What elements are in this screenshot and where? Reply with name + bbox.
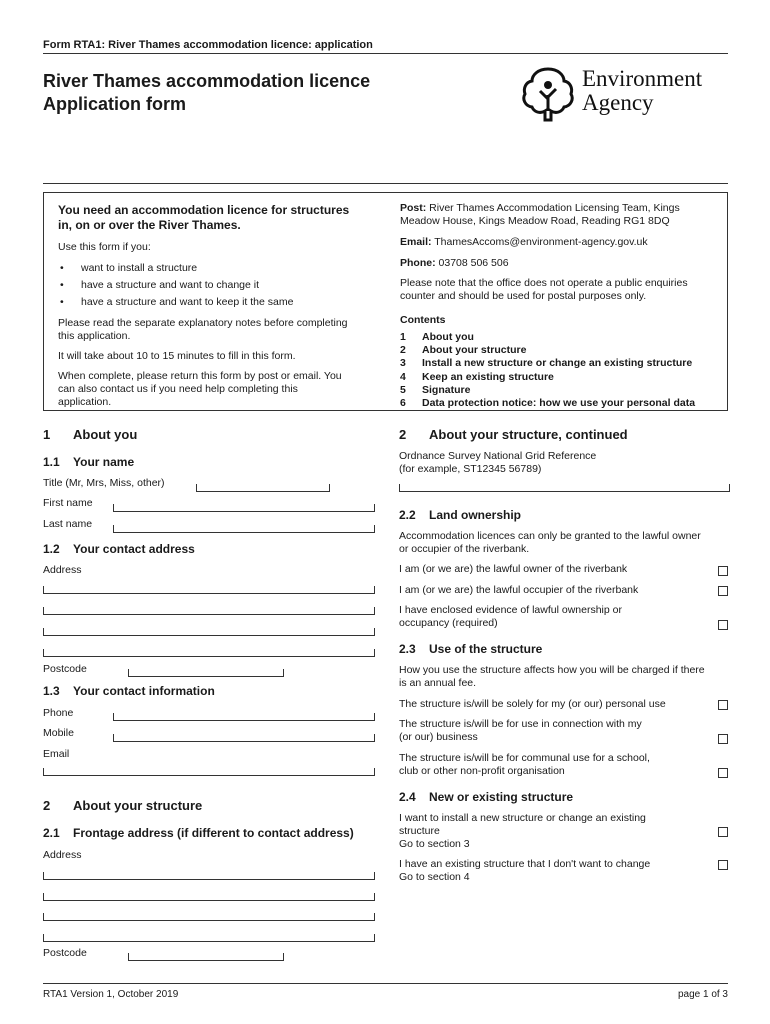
contents-item: 5 Signature [400, 384, 471, 396]
frontage-address-field[interactable] [43, 934, 375, 942]
last-name-field[interactable] [113, 525, 375, 533]
owner-checkbox[interactable] [718, 566, 728, 576]
section-2-heading: 2 About your structure [43, 798, 203, 813]
use-intro: How you use the structure affects how you will be charged if there is an annual fee. [399, 664, 705, 689]
email-field[interactable] [43, 768, 375, 776]
communal-use-checkbox[interactable] [718, 768, 728, 778]
contents-title: Contents [400, 314, 446, 326]
intro-box [43, 192, 728, 411]
intro-heading: You need an accommodation licence for structures in, on or over the River Thames. [58, 203, 350, 232]
section-2-4-heading: 2.4 New or existing structure [399, 790, 574, 804]
section-1-1-heading: 1.1 Your name [43, 455, 135, 469]
address-line-field[interactable] [43, 586, 375, 594]
new-structure-checkbox[interactable] [718, 827, 728, 837]
title-field[interactable] [196, 484, 330, 492]
form-header: Form RTA1: River Thames accommodation licence: application [43, 39, 373, 51]
frontage-address-field[interactable] [43, 913, 375, 921]
frontage-address-field[interactable] [43, 893, 375, 901]
section-1-3-heading: 1.3 Your contact information [43, 684, 215, 698]
communal-use-label: The structure is/will be for communal use for a school, club or other non-profit organisation [399, 752, 650, 777]
intro-bullet: • have a structure and want to keep it the same [81, 296, 293, 309]
section-2-2-heading: 2.2 Land ownership [399, 508, 522, 522]
contents-item: 3 Install a new structure or change an existing structure [400, 357, 693, 369]
section-2-1-heading: 2.1 Frontage address (if different to contact address) [43, 826, 354, 840]
business-use-checkbox[interactable] [718, 734, 728, 744]
contents-item: 6 Data protection notice: how we use your personal data [400, 397, 696, 409]
email-label: Email [43, 748, 70, 760]
frontage-address-label: Address [43, 849, 82, 861]
page-title: River Thames accommodation licence Application form [43, 71, 371, 114]
address-line-field[interactable] [43, 628, 375, 636]
contents-item: 2 About your structure [400, 344, 527, 356]
existing-structure-label: I have an existing structure that I don't want to change Go to section 4 [399, 858, 651, 883]
address-line-field[interactable] [43, 649, 375, 657]
evidence-label: I have enclosed evidence of lawful ownership or occupancy (required) [399, 604, 622, 629]
contact-phone: Phone: 03708 506 506 [400, 257, 509, 269]
footer-page: page 1 of 3 [677, 989, 728, 1000]
grid-reference-label: Ordnance Survey National Grid Reference (for example, ST12345 56789) [399, 450, 597, 475]
land-intro: Accommodation licences can only be granted to the lawful owner or occupier of the riverbank. [399, 530, 701, 555]
mobile-label: Mobile [43, 727, 74, 739]
address-line-field[interactable] [43, 607, 375, 615]
personal-use-checkbox[interactable] [718, 700, 728, 710]
owner-label: I am (or we are) the lawful owner of the riverbank [399, 563, 628, 575]
postcode-label: Postcode [43, 663, 87, 675]
new-structure-label: I want to install a new structure or change an existing structure Go to section 3 [399, 812, 646, 850]
section-2-3-heading: 2.3 Use of the structure [399, 642, 543, 656]
footer-version: RTA1 Version 1, October 2019 [43, 989, 179, 1000]
contents-item: 4 Keep an existing structure [400, 371, 554, 383]
existing-structure-checkbox[interactable] [718, 860, 728, 870]
contact-email: Email: ThamesAccoms@environment-agency.gov.uk [400, 236, 648, 248]
frontage-postcode-field[interactable] [128, 953, 284, 961]
intro-bullet: • have a structure and want to change it [81, 279, 259, 292]
section-1-2-heading: 1.2 Your contact address [43, 542, 195, 556]
postcode-field[interactable] [128, 669, 284, 677]
return-text: When complete, please return this form by post or email. You can also contact us if you need help completing this application. [58, 370, 342, 408]
office-note: Please note that the office does not operate a public enquiries counter and should be used for postal purposes only. [400, 277, 688, 302]
phone-field[interactable] [113, 713, 375, 721]
mobile-field[interactable] [113, 734, 375, 742]
time-text: It will take about 10 to 15 minutes to fill in this form. [58, 350, 296, 362]
evidence-checkbox[interactable] [718, 620, 728, 630]
last-name-label: Last name [43, 518, 93, 530]
frontage-address-field[interactable] [43, 872, 375, 880]
environment-agency-logo: Environment Agency [520, 65, 730, 125]
use-if-text: Use this form if you: [58, 241, 151, 253]
personal-use-label: The structure is/will be solely for my (or our) personal use [399, 698, 666, 710]
section-1-heading: 1 About you [43, 427, 138, 442]
title-label: Title (Mr, Mrs, Miss, other) [43, 477, 165, 489]
intro-bullet: • want to install a structure [81, 262, 197, 275]
title-rule [43, 183, 728, 184]
tree-icon [520, 65, 576, 123]
first-name-label: First name [43, 497, 93, 509]
first-name-field[interactable] [113, 504, 375, 512]
frontage-postcode-label: Postcode [43, 947, 87, 959]
phone-label: Phone [43, 707, 74, 719]
post-address: Post: River Thames Accommodation Licensing Team, Kings Meadow House, Kings Meadow Road, Reading RG1 8DQ [400, 202, 680, 227]
header-rule [43, 53, 728, 54]
contents-item: 1 About you [400, 331, 474, 343]
section-2-continued-heading: 2 About your structure, continued [399, 427, 628, 442]
grid-reference-field[interactable] [399, 484, 730, 492]
footer-rule [43, 983, 728, 984]
business-use-label: The structure is/will be for use in connection with my (or our) business [399, 718, 642, 743]
occupier-checkbox[interactable] [718, 586, 728, 596]
notes-text: Please read the separate explanatory notes before completing this application. [58, 317, 348, 342]
address-label: Address [43, 564, 82, 576]
occupier-label: I am (or we are) the lawful occupier of the riverbank [399, 584, 639, 596]
